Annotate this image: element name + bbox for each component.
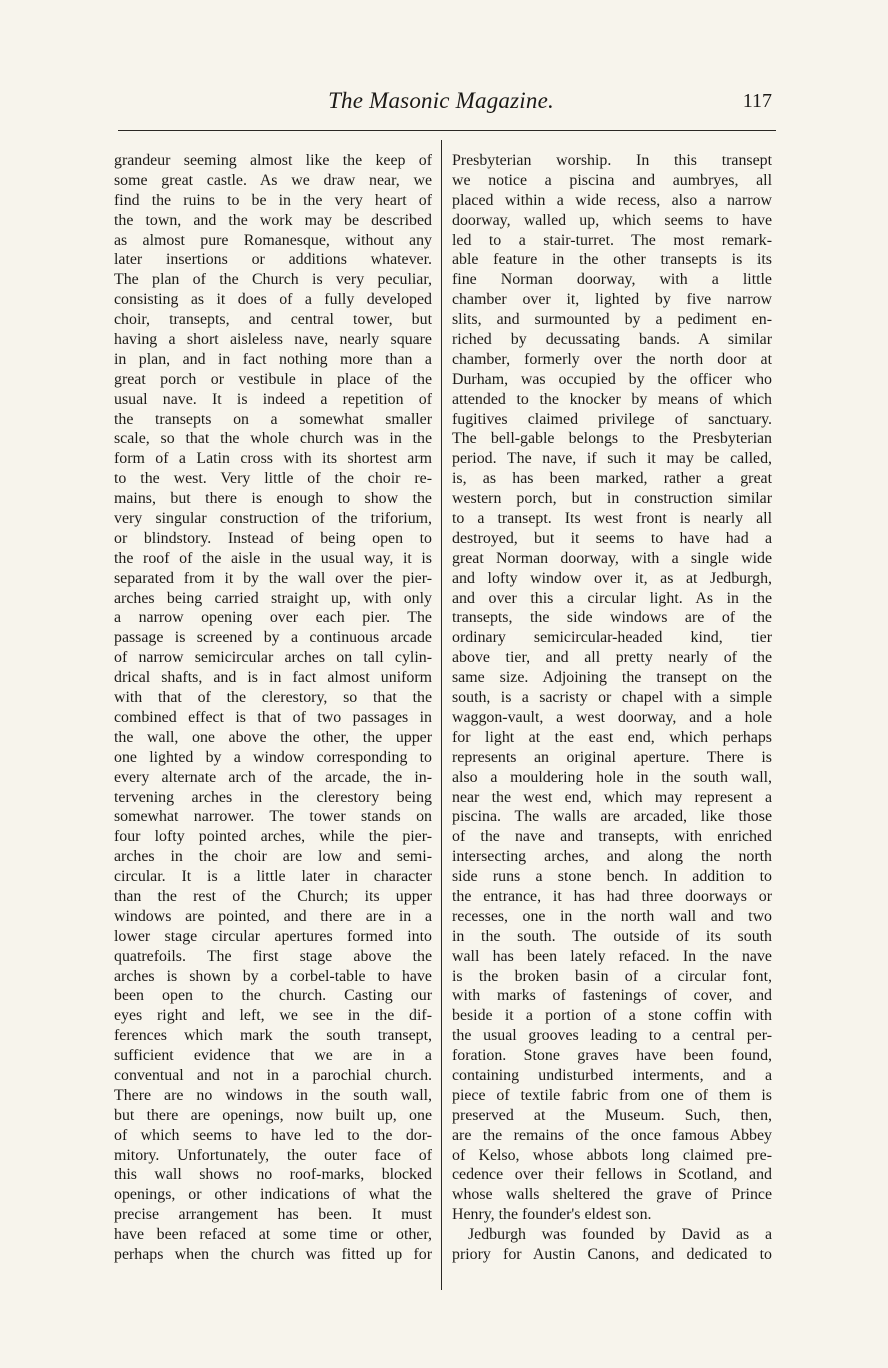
text-line: the wall, one above the other, the upper	[114, 728, 432, 746]
text-line: perhaps when the church was fitted up for	[114, 1245, 432, 1263]
text-line: having a short aisleless nave, nearly square	[114, 331, 432, 349]
text-line: able feature in the other transepts is its	[452, 251, 772, 269]
text-line: The bell-gable belongs to the Presbyterian	[452, 430, 772, 448]
text-line: or blindstory. Instead of being open to	[114, 529, 432, 547]
text-line: every alternate arch of the arcade, the in-	[114, 768, 432, 786]
text-line: led to a stair-turret. The most remark-	[452, 231, 772, 249]
text-line: arches is shown by a corbel-table to have	[114, 967, 432, 985]
text-line: to a transept. Its west front is nearly all	[452, 510, 772, 528]
text-line: the entrance, it has had three doorways or	[452, 887, 772, 905]
text-line: recesses, one in the north wall and two	[452, 907, 772, 925]
text-line: placed within a wide recess, also a narrow	[452, 191, 772, 209]
text-line: is, as has been marked, rather a great	[452, 470, 772, 488]
text-line: somewhat narrower. The tower stands on	[114, 808, 432, 826]
text-line: Jedburgh was founded by David as a	[468, 1226, 772, 1244]
text-line: openings, or other indications of what the	[114, 1186, 432, 1204]
text-line: in plan, and in fact nothing more than a	[114, 350, 432, 368]
text-line: piscina. The walls are arcaded, like those	[452, 808, 772, 826]
text-line: great Norman doorway, with a single wide	[452, 549, 772, 567]
column-divider	[441, 140, 442, 1290]
text-line: consisting as it does of a fully developed	[114, 291, 432, 309]
text-line: four lofty pointed arches, while the pier-	[114, 828, 432, 846]
text-line: western porch, but in construction similar	[452, 490, 772, 508]
text-line: eyes right and left, we see in the dif-	[114, 1007, 432, 1025]
text-line: and over this a circular light. As in the	[452, 589, 772, 607]
text-line: some great castle. As we draw near, we	[114, 171, 432, 189]
text-line: above tier, and all pretty nearly of the	[452, 649, 772, 667]
text-line: we notice a piscina and aumbryes, all	[452, 171, 772, 189]
text-line: south, is a sacristy or chapel with a simple	[452, 689, 772, 707]
text-line: Presbyterian worship. In this transept	[452, 152, 772, 169]
text-line: drical shafts, and is in fact almost uniform	[114, 669, 432, 687]
text-line: intersecting arches, and along the north	[452, 848, 772, 866]
text-line: grandeur seeming almost like the keep of	[114, 152, 432, 169]
text-line: is the broken basin of a circular font,	[452, 967, 772, 985]
text-line: conventual and not in a parochial church.	[114, 1066, 432, 1084]
text-line: arches being carried straight up, with only	[114, 589, 432, 607]
text-line: but there are openings, now built up, one	[114, 1106, 432, 1124]
text-line: mains, but there is enough to show the	[114, 490, 432, 508]
text-line: been open to the church. Casting our	[114, 987, 432, 1005]
text-line: as almost pure Romanesque, without any	[114, 231, 432, 249]
text-line: of the nave and transepts, with enriched	[452, 828, 772, 846]
text-line: choir, transepts, and central tower, but	[114, 311, 432, 329]
text-line: have been refaced at some time or other,	[114, 1226, 432, 1244]
text-line: containing undisturbed interments, and a	[452, 1066, 772, 1084]
text-line: chamber, formerly over the north door at	[452, 350, 772, 368]
text-line: the town, and the work may be described	[114, 211, 432, 229]
text-line: slits, and surmounted by a pediment en-	[452, 311, 772, 329]
text-line: to the west. Very little of the choir re-	[114, 470, 432, 488]
text-line: attended to the knocker by means of which	[452, 390, 772, 408]
text-line: great porch or vestibule in place of the	[114, 370, 432, 388]
text-line: side runs a stone bench. In addition to	[452, 868, 772, 886]
text-line: also a mouldering hole in the south wall,	[452, 768, 772, 786]
text-line: doorway, walled up, which seems to have	[452, 211, 772, 229]
text-line: circular. It is a little later in character	[114, 868, 432, 886]
page-number: 117	[742, 90, 772, 112]
text-line: wall has been lately refaced. In the nave	[452, 947, 772, 965]
text-line: for light at the east end, which perhaps	[452, 728, 772, 746]
text-line: with marks of fastenings of cover, and	[452, 987, 772, 1005]
text-line: Henry, the founder's eldest son.	[452, 1206, 652, 1224]
text-line: one lighted by a window corresponding to	[114, 748, 432, 766]
text-line: fine Norman doorway, with a little	[452, 271, 772, 289]
text-line: in the south. The outside of its south	[452, 927, 772, 945]
text-line: period. The nave, if such it may be called,	[452, 450, 772, 468]
header-rule	[118, 130, 776, 131]
right-column	[452, 151, 772, 1265]
text-line: very singular construction of the triforium,	[114, 510, 432, 528]
text-line: waggon-vault, a west doorway, and a hole	[452, 708, 772, 726]
text-line: windows are pointed, and there are in a	[114, 907, 432, 925]
text-line: There are no windows in the south wall,	[114, 1086, 432, 1104]
running-title: The Masonic Magazine.	[328, 88, 554, 113]
text-line: beside it a portion of a stone coffin with	[452, 1007, 772, 1025]
text-line: are the remains of the once famous Abbey	[452, 1126, 772, 1144]
text-line: the usual grooves leading to a central per-	[452, 1027, 772, 1045]
text-line: foration. Stone graves have been found,	[452, 1047, 772, 1065]
text-line: with that of the clerestory, so that the	[114, 689, 432, 707]
text-line: the roof of the aisle in the usual way, it is	[114, 549, 432, 567]
text-line: of Kelso, whose abbots long claimed pre-	[452, 1146, 772, 1164]
text-line: fugitives claimed privilege of sanctuary.	[452, 410, 772, 428]
text-line: lower stage circular apertures formed into	[114, 927, 432, 945]
text-line: the transepts on a somewhat smaller	[114, 410, 432, 428]
text-line: Durham, was occupied by the officer who	[452, 370, 772, 388]
text-line: separated from it by the wall over the pier-	[114, 569, 432, 587]
text-line: near the west end, which may represent a	[452, 788, 772, 806]
text-line: whose walls sheltered the grave of Prince	[452, 1186, 772, 1204]
text-line: represents an original aperture. There is	[452, 748, 772, 766]
text-line: quatrefoils. The first stage above the	[114, 947, 432, 965]
text-line: ferences which mark the south transept,	[114, 1027, 432, 1045]
text-line: of narrow semicircular arches on tall cylin-	[114, 649, 432, 667]
text-line: tervening arches in the clerestory being	[114, 788, 432, 806]
text-line: priory for Austin Canons, and dedicated to	[452, 1245, 772, 1263]
text-line: mitory. Unfortunately, the outer face of	[114, 1146, 432, 1164]
text-line: transepts, the side windows are of the	[452, 609, 772, 627]
text-line: destroyed, but it seems to have had a	[452, 529, 772, 547]
text-line: precise arrangement has been. It must	[114, 1206, 432, 1224]
text-line: riched by decussating bands. A similar	[452, 331, 772, 349]
left-column	[114, 151, 432, 1265]
page-header	[110, 88, 772, 122]
text-line: usual nave. It is indeed a repetition of	[114, 390, 432, 408]
text-line: chamber over it, lighted by five narrow	[452, 291, 772, 309]
text-line: piece of textile fabric from one of them is	[452, 1086, 772, 1104]
text-line: of which seems to have led to the dor-	[114, 1126, 432, 1144]
text-line: cedence over their fellows in Scotland, and	[452, 1166, 772, 1184]
text-line: later insertions or additions whatever.	[114, 251, 432, 269]
text-line: preserved at the Museum. Such, then,	[452, 1106, 772, 1124]
text-line: find the ruins to be in the very heart of	[114, 191, 432, 209]
text-line: passage is screened by a continuous arcade	[114, 629, 432, 647]
text-line: same size. Adjoining the transept on the	[452, 669, 772, 687]
text-line: arches in the choir are low and semi-	[114, 848, 432, 866]
text-line: sufficient evidence that we are in a	[114, 1047, 432, 1065]
text-line: this wall shows no roof-marks, blocked	[114, 1166, 432, 1184]
text-line: ordinary semicircular-headed kind, tier	[452, 629, 772, 647]
text-line: form of a Latin cross with its shortest arm	[114, 450, 432, 468]
text-line: scale, so that the whole church was in the	[114, 430, 432, 448]
text-line: combined effect is that of two passages in	[114, 708, 432, 726]
text-line: a narrow opening over each pier. The	[114, 609, 432, 627]
text-line: and lofty window over it, as at Jedburgh,	[452, 569, 772, 587]
text-line: than the rest of the Church; its upper	[114, 887, 432, 905]
text-line: The plan of the Church is very peculiar,	[114, 271, 432, 289]
